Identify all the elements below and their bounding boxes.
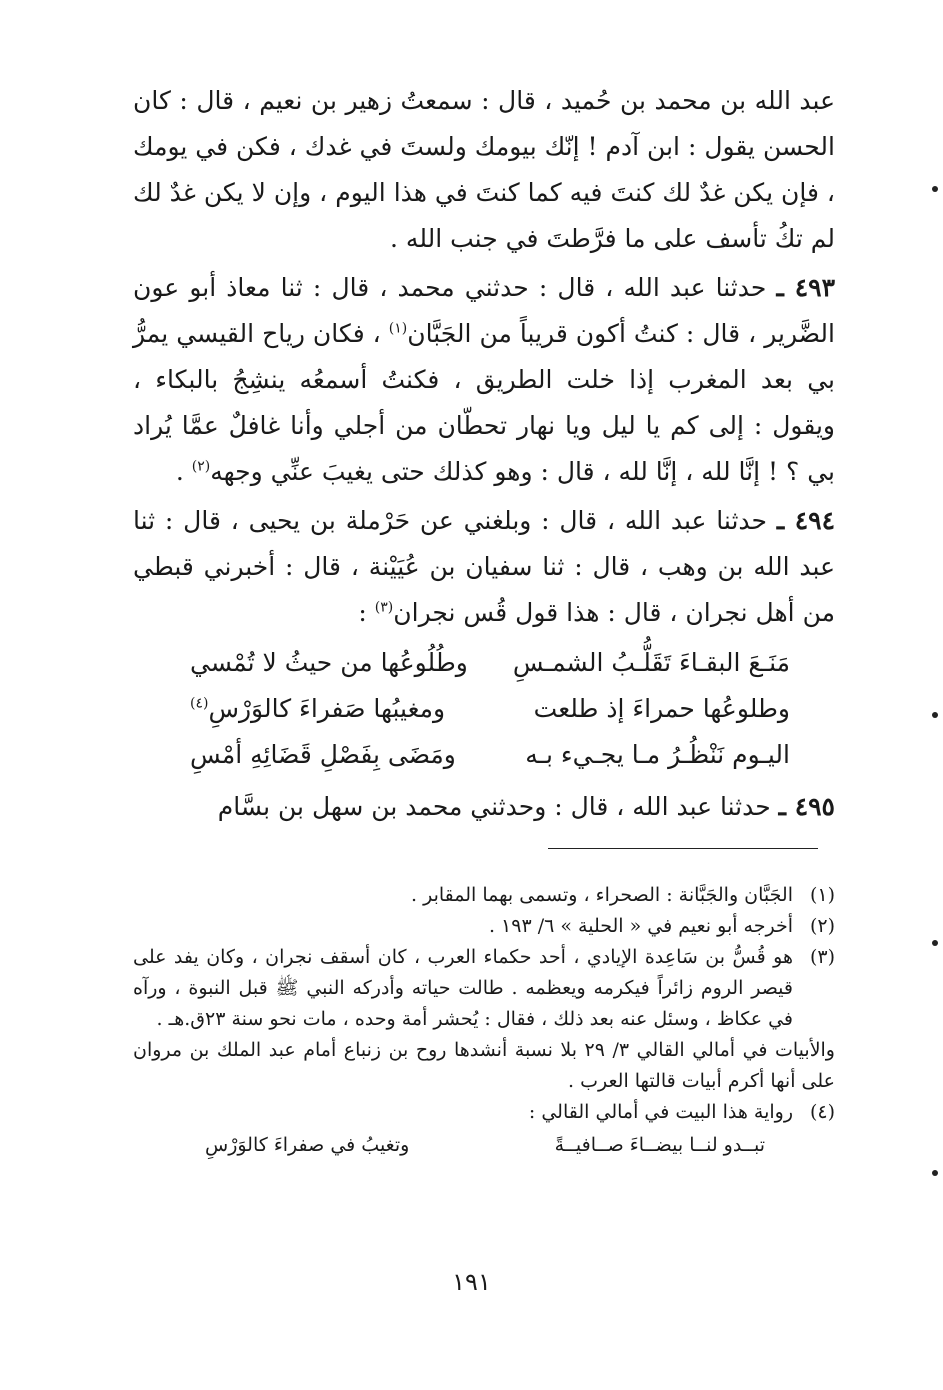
- verse-first-half: مَنَـعَ البقـاءَ تَقَلُّـبُ الشمـسِ: [512, 648, 790, 677]
- narration-number: ٤٩٥ ـ: [778, 792, 835, 821]
- footnote-ref: (٤): [190, 695, 209, 712]
- narration-494: [133, 498, 835, 636]
- poem: [190, 640, 790, 778]
- narration-493: [133, 265, 835, 495]
- footnote-2: [133, 911, 835, 942]
- footnotes: [133, 880, 835, 1162]
- verse-second-half: ومَضَى بِفَصْلِ قَضَائِهِ أمْسِ: [190, 740, 456, 769]
- narration-end: :: [358, 598, 367, 627]
- margin-mark: [932, 712, 938, 718]
- footnote-ref: (٣): [374, 599, 394, 616]
- narration-end: .: [175, 457, 184, 486]
- margin-mark: [932, 940, 938, 946]
- footnote-4: [133, 1097, 835, 1128]
- paragraph-text: عبد الله بن محمد بن حُميد ، قال : سمعتُ زهير بن نعيم ، قال : كان الحسن يقول : ابن آدم ! إنّك بيومك ولستَ في غدك ، فكن في يومك ، فإن يكن غدٌ لك كنتَ فيه كما كنتَ في هذا اليوم ، وإن لا يكن غدٌ لك لم تكُ تأسف على ما فرَّطتَ في جنب الله .: [133, 86, 835, 253]
- narration-number: ٤٩٤ ـ: [776, 506, 836, 535]
- verse-first-half: تبــدو لنــا بيضــاءَ صــافيــةً: [554, 1134, 765, 1156]
- narration-text: حدثنا عبد الله ، قال : حدثني محمد ، قال : ثنا معاذ أبو عون الضَّرير ، قال : كنتُ أكون قريباً من الجَبَّان: [133, 273, 835, 348]
- footnote-text: هو قُسُّ بن سَاعِدة الإيادي ، أحد حكماء العرب ، كان أسقف نجران ، وكان يفد على قيصر الروم زائراً فيكرمه ويعظمه . طالت حياته وأدركه النبي ﷺ قبل النبوة ، ورآه في عكاظ ، وسئل عنه بعد ذلك ، فقال : يُحشر أمة وحده ، مات نحو سنة ٢٣ق.هـ .: [133, 946, 793, 1030]
- page-number: ١٩١: [452, 1268, 491, 1296]
- footnote-number: (١): [809, 884, 835, 906]
- footnote-3-continued: والأبيات في أمالي القالي ٣/ ٢٩ بلا نسبة أنشدها روح بن زنباع أمام عبد الملك بن مروان على أنها أكرم أبيات قالتها العرب .: [133, 1039, 835, 1092]
- poem-verse: [190, 732, 790, 778]
- poem-verse: [190, 686, 790, 732]
- verse-first-half: وطلوعُها حمراءَ إذ طلعت: [533, 694, 790, 723]
- footnote-ref: (١): [388, 320, 408, 337]
- margin-mark: [932, 1170, 938, 1176]
- verse-first-half: اليـوم نَنْظُـرُ مـا يجـيء بـه: [525, 740, 790, 769]
- verse-second-half: وتغيبُ في صفراءَ كالوَرْسِ: [205, 1134, 410, 1156]
- footnote-number: (٤): [809, 1101, 835, 1123]
- footnote-number: (٢): [809, 915, 835, 937]
- footnote-text: أخرجه أبو نعيم في « الحلية » ٦/ ١٩٣ .: [488, 915, 793, 937]
- footnote-separator: [548, 848, 818, 849]
- narration-text: حدثنا عبد الله ، قال : وبلغني عن حَرْملة بن يحيى ، قال : ثنا عبد الله بن وهب ، قال : ثنا سفيان بن عُيَيْنة ، قال : أخبرني قبطي من أهل نجران ، قال : هذا قول قُس نجران: [133, 506, 835, 627]
- footnote-1: [133, 880, 835, 911]
- narration-number: ٤٩٣ ـ: [776, 273, 836, 302]
- narration-text: حدثنا عبد الله ، قال : وحدثني محمد بن سهل بن بسَّام: [217, 792, 771, 821]
- poem-verse: [190, 640, 790, 686]
- narration-495: [133, 784, 835, 830]
- footnote-number: (٣): [809, 946, 835, 968]
- verse-second-half: وطُلُوعُها من حيثُ لا تُمْسي: [190, 648, 468, 677]
- margin-mark: [932, 186, 938, 192]
- verse-second-half: ومغيبُها صَفراءَ كالوَرْسِ$^{(٤)}$: [190, 694, 446, 723]
- footnote-verse: [205, 1128, 765, 1162]
- footnote-text: الجَبَّان والجَبَّانة : الصحراء ، وتسمى بهما المقابر .: [411, 884, 793, 906]
- footnote-text: رواية هذا البيت في أمالي القالي :: [528, 1101, 793, 1123]
- footnote-3: [133, 942, 835, 1035]
- narration-text: ، فكان رياح القيسي يمرُّ بي بعد المغرب إذا خلت الطريق ، فكنتُ أسمعُه ينشِجُ بالبكاء ، ويقول : إلى كم يا ليل ويا نهار تحطّان من أجلي وأنا غافلٌ عمَّا يُراد بي ؟ ! إنَّا لله ، إنَّا لله ، قال : وهو كذلك حتى يغيبَ عنِّي وجهه: [133, 319, 835, 486]
- footnote-ref: (٢): [191, 458, 211, 475]
- paragraph-continued: [133, 78, 835, 262]
